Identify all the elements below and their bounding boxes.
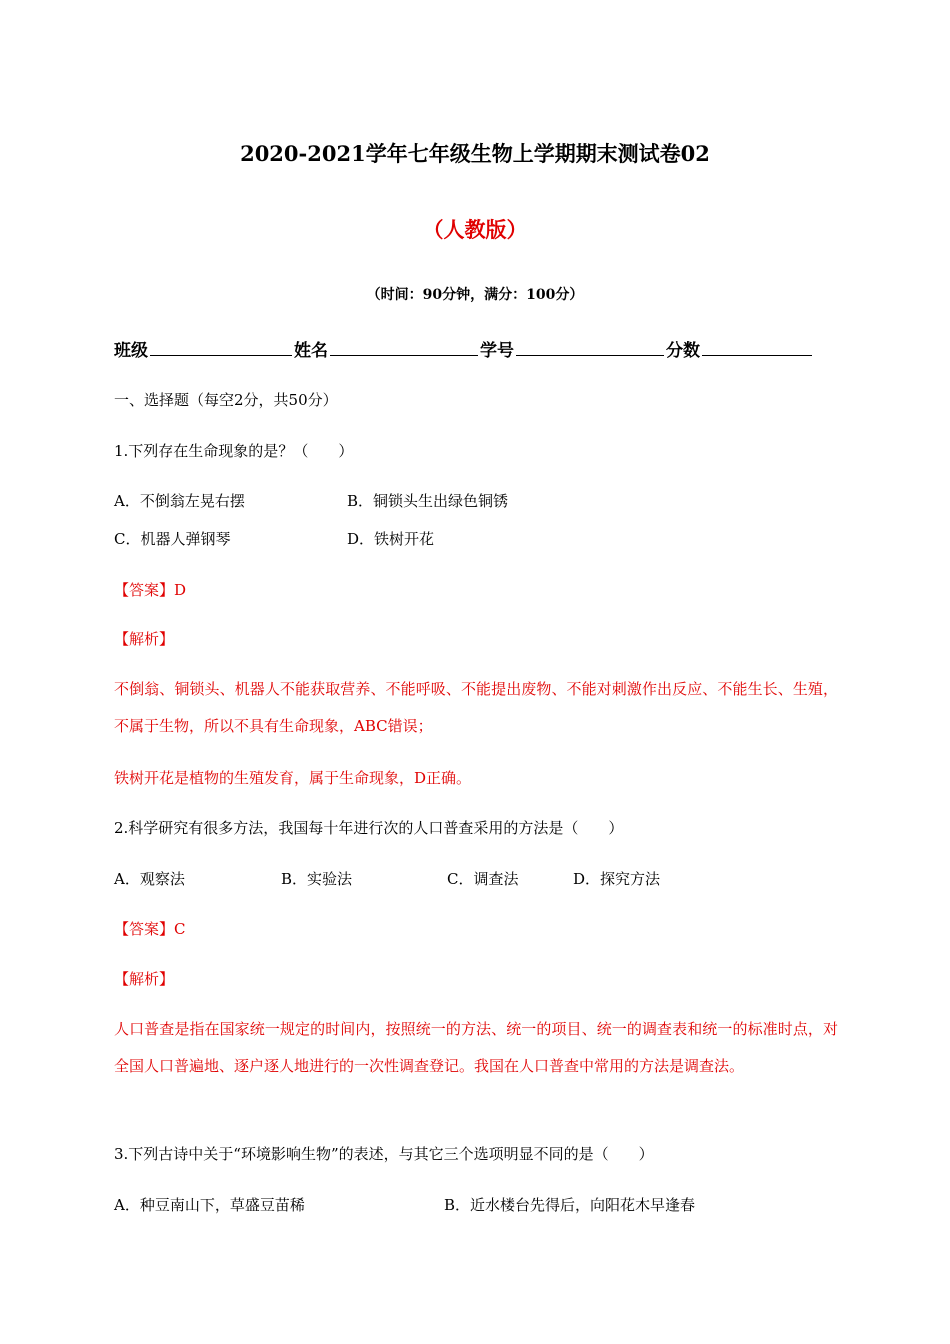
q2-option-c: C．调查法 xyxy=(447,870,519,888)
q1-analysis-text-2: 铁树开花是植物的生殖发育，属于生命现象，D正确。 xyxy=(114,769,472,787)
q2-answer: 【答案】C xyxy=(114,920,186,938)
section-heading: 一、选择题（每空2分，共50分） xyxy=(114,391,338,409)
id-blank[interactable] xyxy=(516,337,664,356)
score-label: 分数 xyxy=(666,341,700,361)
class-label: 班级 xyxy=(114,341,148,361)
q1-option-c: C．机器人弹钢琴 xyxy=(114,530,231,548)
class-blank[interactable] xyxy=(150,337,292,356)
time-info: （时间：90分钟，满分：100分） xyxy=(366,287,584,303)
student-info-line xyxy=(114,336,814,361)
name-label: 姓名 xyxy=(294,341,328,361)
q2-analysis-text: 人口普查是指在国家统一规定的时间内，按照统一的方法、统一的项目、统一的调查表和统一的标准时点，对全国人口普遍地、逐户逐人地进行的一次性调查登记。我国在人口普查中常用的方法是调查法。 xyxy=(114,1020,838,1075)
page-subtitle: （人教版） xyxy=(422,217,528,242)
q2-option-d: D．探究方法 xyxy=(573,870,661,888)
q1-option-b: B．铜锁头生出绿色铜锈 xyxy=(347,492,509,510)
q2-option-a: A．观察法 xyxy=(114,870,185,888)
q1-analysis-label: 【解析】 xyxy=(114,630,175,648)
q2-analysis-label: 【解析】 xyxy=(114,970,175,988)
q1-option-a: A．不倒翁左晃右摆 xyxy=(114,492,245,510)
q1-option-d: D．铁树开花 xyxy=(347,530,435,548)
page-title: 2020-2021学年七年级生物上学期期末测试卷02 xyxy=(240,141,710,166)
q2-option-b: B．实验法 xyxy=(281,870,353,888)
q3-option-a: A．种豆南山下，草盛豆苗稀 xyxy=(114,1196,305,1214)
q1-stem: 1.下列存在生命现象的是？（ ） xyxy=(114,442,354,460)
q1-analysis-text-1: 不倒翁、铜锁头、机器人不能获取营养、不能呼吸、不能提出废物、不能对刺激作出反应、不能生长、生殖，不属于生物，所以不具有生命现象，ABC错误； xyxy=(114,680,838,735)
q2-stem: 2.科学研究有很多方法，我国每十年进行次的人口普查采用的方法是（ ） xyxy=(114,819,624,837)
name-blank[interactable] xyxy=(330,337,478,356)
q1-answer: 【答案】D xyxy=(114,581,187,599)
score-blank[interactable] xyxy=(702,337,812,356)
q3-option-b: B．近水楼台先得后，向阳花木早逢春 xyxy=(444,1196,696,1214)
q3-stem: 3.下列古诗中关于“环境影响生物”的表述，与其它三个选项明显不同的是（ ） xyxy=(114,1145,654,1163)
id-label: 学号 xyxy=(480,341,514,361)
